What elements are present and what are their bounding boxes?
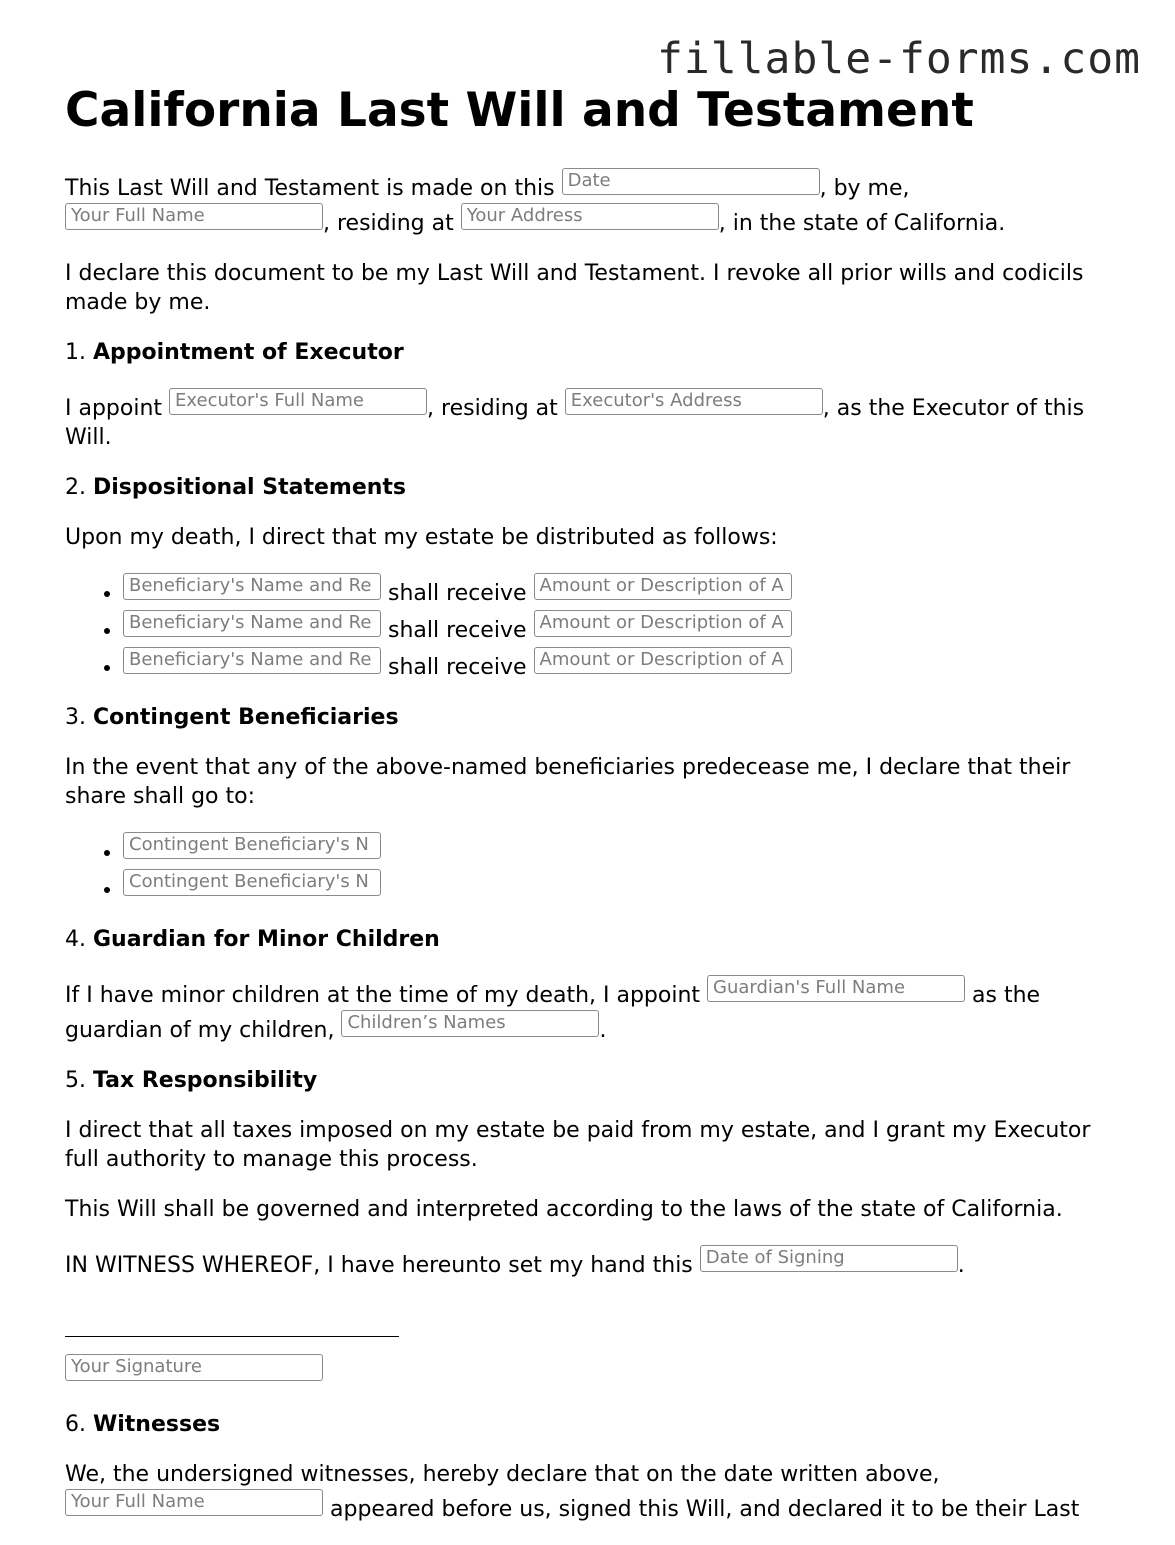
contingent-beneficiary-field-1[interactable]: Contingent Beneficiary's N — [123, 832, 381, 859]
page-title: California Last Will and Testament — [65, 83, 974, 138]
witnesses-paragraph: We, the undersigned witnesses, hereby declare that on the date written above, Your Full Name appeared before us, signed this Will, and declared it to be their Last — [65, 1462, 1080, 1522]
intro-text-4: , in the state of California. — [718, 211, 1006, 236]
beneficiary-amount-field-3[interactable]: Amount or Description of A — [534, 647, 792, 674]
beneficiary-amount-field-2[interactable]: Amount or Description of A — [534, 610, 792, 637]
beneficiary-name-field-2[interactable]: Beneficiary's Name and Re — [123, 610, 381, 637]
section-5-heading: 5. Tax Responsibility — [65, 1068, 318, 1093]
document-body — [65, 168, 1125, 1545]
signing-date-field[interactable]: Date of Signing — [700, 1245, 958, 1272]
signature-line — [65, 1316, 1125, 1340]
watermark: fillable-forms.com — [657, 34, 1141, 84]
contingent-list — [65, 832, 1125, 903]
children-names-field[interactable]: Children’s Names — [341, 1010, 599, 1037]
guardian-name-field[interactable]: Guardian's Full Name — [707, 975, 965, 1002]
signature-row — [65, 1354, 1125, 1389]
declaration-paragraph: I declare this document to be my Last Will and Testament. I revoke all prior wills and codicils made by me. — [65, 261, 1084, 315]
section-1-heading: 1. Appointment of Executor — [65, 340, 404, 365]
executor-address-field[interactable]: Executor's Address — [565, 388, 823, 415]
list-item: • Beneficiary's Name and Re shall receive Amount or Description of A — [123, 610, 1125, 644]
list-item — [123, 832, 1125, 866]
beneficiary-name-field-3[interactable]: Beneficiary's Name and Re — [123, 647, 381, 674]
witness-whereof-paragraph: IN WITNESS WHEREOF, I have hereunto set my hand this Date of Signing . — [65, 1247, 965, 1278]
contingent-intro: In the event that any of the above-named beneficiaries predecease me, I declare that their share shall go to: — [65, 755, 1071, 809]
intro-paragraph — [65, 168, 1125, 238]
section-3-heading: 3. Contingent Beneficiaries — [65, 705, 399, 730]
section-2-heading: 2. Dispositional Statements — [65, 475, 407, 500]
beneficiary-name-field-1[interactable]: Beneficiary's Name and Re — [123, 573, 381, 600]
intro-text-1: This Last Will and Testament is made on this — [65, 176, 562, 201]
dispositional-intro: Upon my death, I direct that my estate be distributed as follows: — [65, 525, 778, 550]
date-field[interactable]: Date — [562, 168, 820, 195]
beneficiary-amount-field-1[interactable]: Amount or Description of A — [534, 573, 792, 600]
executor-paragraph: I appoint Executor's Full Name , residing at Executor's Address , as the Executor of this Will. — [65, 390, 1085, 450]
witness-testator-name-field[interactable]: Your Full Name — [65, 1489, 323, 1516]
beneficiary-list — [65, 573, 1125, 681]
contingent-beneficiary-field-2[interactable]: Contingent Beneficiary's N — [123, 869, 381, 896]
full-name-field[interactable]: Your Full Name — [65, 203, 323, 230]
address-field[interactable]: Your Address — [461, 203, 719, 230]
intro-text-2: , by me, — [819, 176, 910, 201]
section-4-heading: 4. Guardian for Minor Children — [65, 927, 440, 952]
list-item: • Beneficiary's Name and Re shall receive Amount or Description of A — [123, 573, 1125, 607]
list-item — [123, 869, 1125, 903]
tax-paragraph: I direct that all taxes imposed on my estate be paid from my estate, and I grant my Executor full authority to manage this process. — [65, 1118, 1091, 1172]
executor-name-field[interactable]: Executor's Full Name — [169, 388, 427, 415]
intro-text-3: , residing at — [323, 211, 461, 236]
guardian-paragraph: If I have minor children at the time of my death, I appoint Guardian's Full Name as the guardian of my children, Children’s Names . — [65, 977, 1041, 1043]
signature-field[interactable]: Your Signature — [65, 1354, 323, 1381]
governing-law-paragraph: This Will shall be governed and interpreted according to the laws of the state of California. — [65, 1197, 1063, 1222]
section-6-heading: 6. Witnesses — [65, 1412, 221, 1437]
list-item: • Beneficiary's Name and Re shall receive Amount or Description of A — [123, 647, 1125, 681]
